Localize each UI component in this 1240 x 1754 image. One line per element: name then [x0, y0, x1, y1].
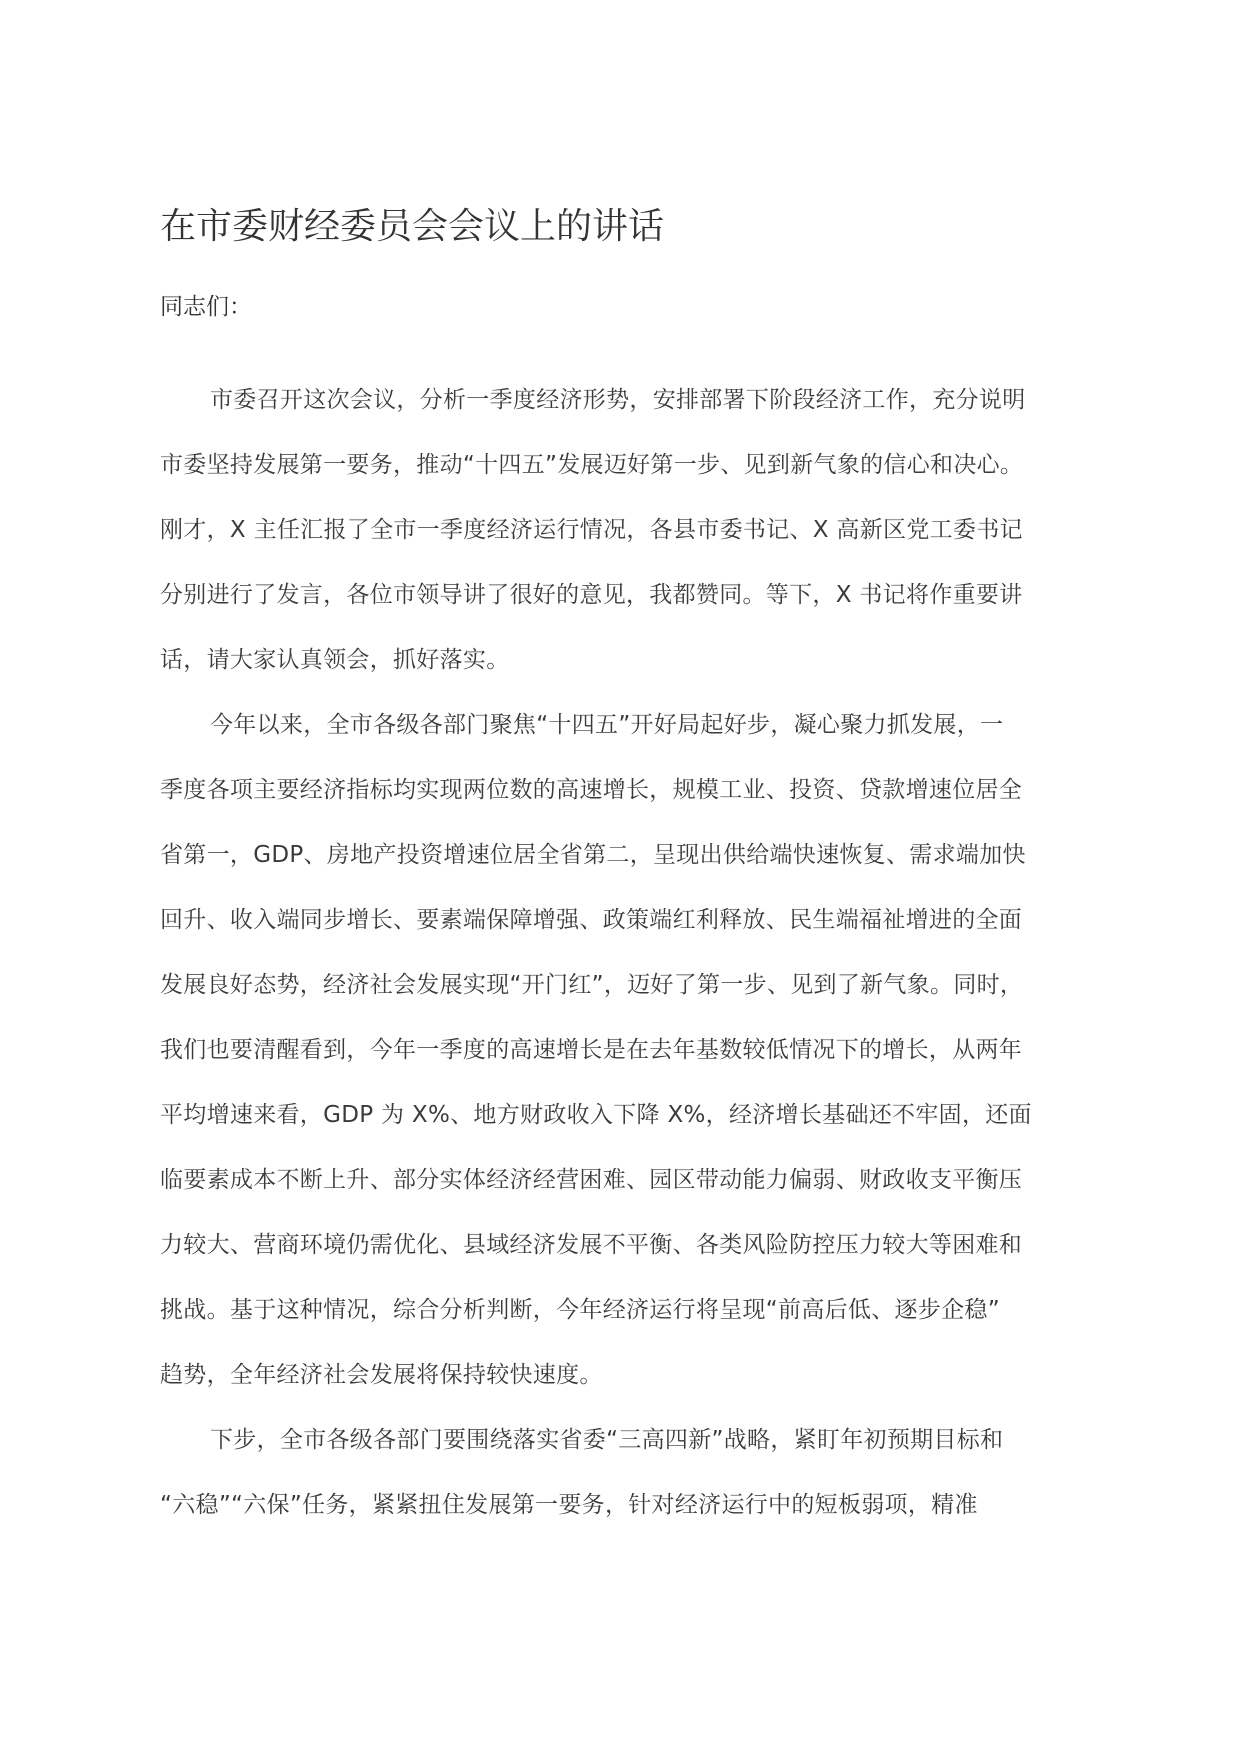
paragraph-line: “六稳”“六保”任务，紧紧扭住发展第一要务，针对经济运行中的短板弱项，精准	[160, 1492, 978, 1518]
paragraph-line: 平均增速来看，GDP 为 X%、地方财政收入下降 X%，经济增长基础还不牢固，还面	[160, 1102, 1032, 1128]
paragraph-line: 话，请大家认真领会，抓好落实。	[160, 647, 510, 673]
paragraph-line: 趋势，全年经济社会发展将保持较快速度。	[160, 1362, 603, 1388]
paragraph-line: 市委召开这次会议，分析一季度经济形势，安排部署下阶段经济工作，充分说明	[210, 387, 1026, 413]
paragraph-line: 我们也要清醒看到，今年一季度的高速增长是在去年基数较低情况下的增长，从两年	[160, 1037, 1023, 1063]
paragraph-line: 下步，全市各级各部门要围绕落实省委“三高四新”战略，紧盯年初预期目标和	[210, 1427, 1004, 1453]
paragraph-line: 回升、收入端同步增长、要素端保障增强、政策端红利释放、民生端福祉增进的全面	[160, 907, 1023, 933]
paragraph-line: 今年以来，全市各级各部门聚焦“十四五”开好局起好步，凝心聚力抓发展，一	[210, 712, 1004, 738]
paragraph-line: 省第一，GDP、房地产投资增速位居全省第二，呈现出供给端快速恢复、需求端加快	[160, 842, 1026, 868]
paragraph-line: 季度各项主要经济指标均实现两位数的高速增长，规模工业、投资、贷款增速位居全	[160, 777, 1023, 803]
paragraph-line: 力较大、营商环境仍需优化、县域经济发展不平衡、各类风险防控压力较大等困难和	[160, 1232, 1023, 1258]
paragraph-line: 临要素成本不断上升、部分实体经济经营困难、园区带动能力偏弱、财政收支平衡压	[160, 1167, 1023, 1193]
paragraph-line: 分别进行了发言，各位市领导讲了很好的意见，我都赞同。等下，X 书记将作重要讲	[160, 582, 1023, 608]
paragraph-3	[160, 1408, 1100, 1538]
paragraph-line: 市委坚持发展第一要务，推动“十四五”发展迈好第一步、见到新气象的信心和决心。	[160, 452, 1024, 478]
document-body	[160, 368, 1100, 1538]
paragraph-2	[160, 693, 1100, 1408]
document-title: 在市委财经委员会会议上的讲话	[160, 206, 665, 247]
paragraph-line: 刚才，X 主任汇报了全市一季度经济运行情况，各县市委书记、X 高新区党工委书记	[160, 517, 1023, 543]
paragraph-line: 发展良好态势，经济社会发展实现“开门红”，迈好了第一步、见到了新气象。同时，	[160, 972, 1024, 998]
paragraph-line: 挑战。基于这种情况，综合分析判断，今年经济运行将呈现“前高后低、逐步企稳”	[160, 1297, 1000, 1323]
paragraph-1	[160, 368, 1100, 693]
salutation: 同志们：	[160, 294, 252, 320]
